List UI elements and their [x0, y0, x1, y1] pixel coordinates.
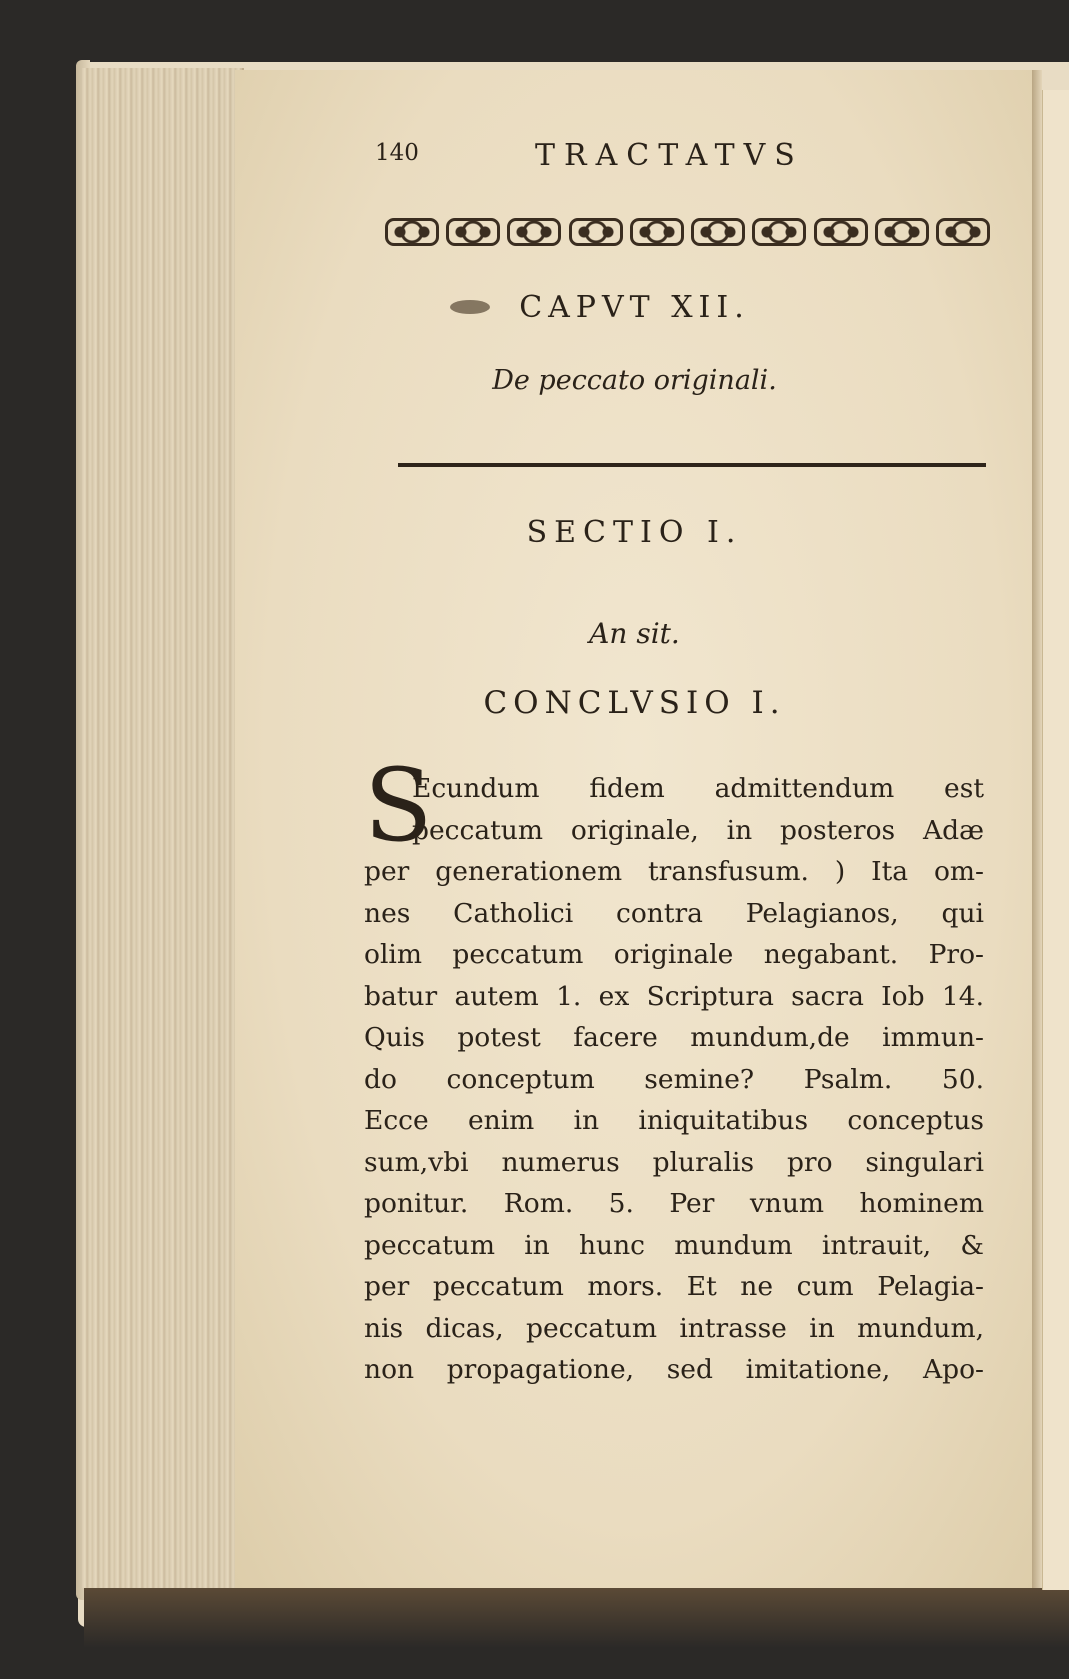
text-line: batur autem 1. ex Scriptura sacra Iob 14. — [364, 980, 984, 1012]
bottom-shadow — [84, 1588, 1069, 1648]
ornament-icon — [752, 218, 806, 246]
running-head: TRACTATVS — [535, 138, 804, 173]
text-line: per peccatum mors. Et ne cum Pelagia- — [364, 1271, 984, 1302]
running-header — [375, 138, 975, 178]
ornament-icon — [875, 218, 929, 246]
text-line: peccatum originale, in posteros Adæ — [412, 814, 984, 846]
text-line: non propagatione, sed imitatione, Apo- — [364, 1354, 984, 1385]
ornamental-border — [385, 215, 990, 249]
ornament-icon — [630, 218, 684, 246]
text-line: do conceptum semine? Psalm. 50. — [364, 1063, 984, 1095]
ornament-icon — [569, 218, 623, 246]
text-line: ponitur. Rom. 5. Per vnum hominem — [364, 1188, 984, 1219]
page-number: 140 — [375, 140, 419, 166]
text-line: per generationem transfusum. ) Ita om- — [364, 856, 984, 887]
chapter-subtitle: De peccato originali. — [492, 365, 777, 396]
body-text — [364, 768, 984, 1391]
ornament-icon — [814, 218, 868, 246]
text-line: Ecundum fidem admittendum est — [412, 773, 984, 804]
text-line: Quis potest facere mundum,de immun- — [364, 1022, 984, 1053]
text-line: nes Catholici contra Pelagianos, qui — [364, 897, 984, 929]
text-line: sum,vbi numerus pluralis pro singulari — [364, 1146, 984, 1178]
ornament-icon — [385, 218, 439, 246]
text-line: peccatum in hunc mundum intrauit, & — [364, 1229, 984, 1261]
text-line: nis dicas, peccatum intrasse in mundum, — [364, 1312, 984, 1344]
ornament-icon — [691, 218, 745, 246]
conclusion-title: CONCLVSIO I. — [483, 685, 786, 721]
text-line: olim peccatum originale negabant. Pro- — [364, 939, 984, 970]
text-line: Ecce enim in iniquitatibus conceptus — [364, 1105, 984, 1136]
ornament-icon — [446, 218, 500, 246]
ornament-icon — [936, 218, 990, 246]
chapter-title: CAPVT XII. — [519, 290, 750, 325]
section-title: SECTIO I. — [526, 515, 743, 550]
drop-cap: S — [364, 747, 433, 864]
section-question: An sit. — [589, 617, 680, 650]
ornament-icon — [507, 218, 561, 246]
horizontal-rule — [398, 463, 986, 467]
